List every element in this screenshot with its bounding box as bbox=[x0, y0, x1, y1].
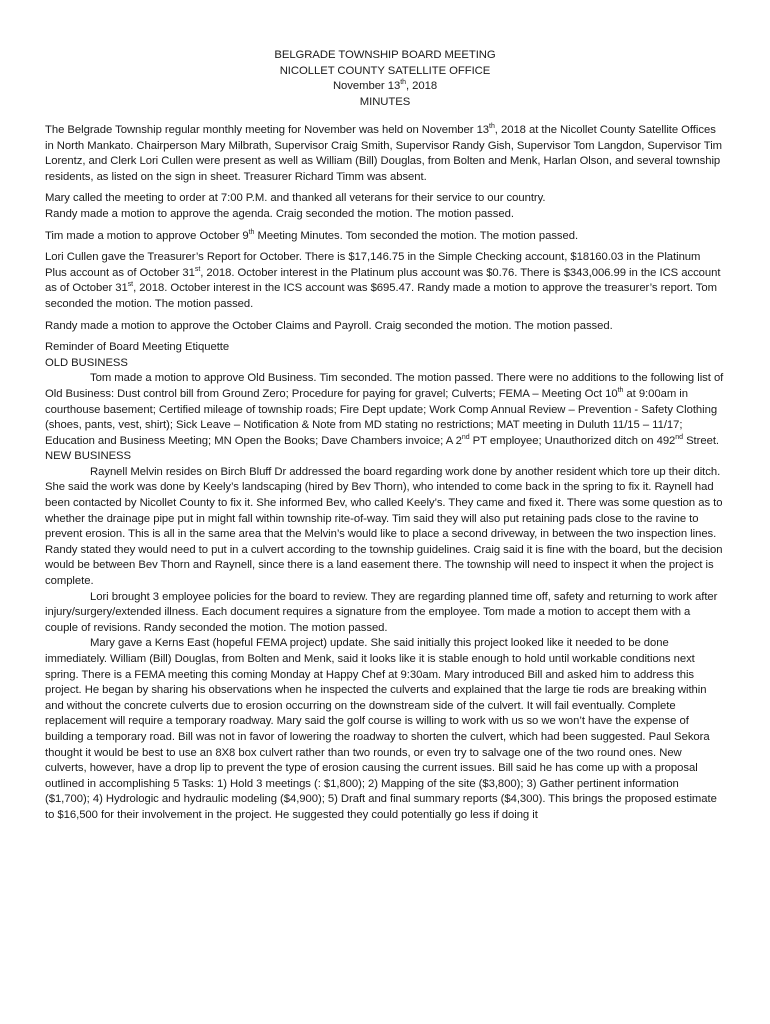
etiquette-reminder: Reminder of Board Meeting Etiquette bbox=[45, 341, 230, 354]
meeting-title: BELGRADE TOWNSHIP BOARD MEETING bbox=[274, 49, 496, 61]
new-business-paragraph-policies: Lori brought 3 employee policies for the board to review. They are regarding planned time off, safety and returning to work after injury/surgery/extended illness. Each document requires a signature from the employee. Tom made a motion to accept them with a couple of revisions. Randy seconded the motion. The motion passed. bbox=[45, 590, 718, 634]
old-business-heading: OLD BUSINESS bbox=[45, 356, 128, 369]
call-to-order-paragraph: Mary called the meeting to order at 7:00 P.M. and thanked all veterans for their service to our country. bbox=[45, 192, 546, 205]
minutes-approval-paragraph: Tim made a motion to approve October 9th Meeting Minutes. Tom seconded the motion. The motion passed. bbox=[45, 228, 579, 242]
meeting-location: NICOLLET COUNTY SATELLITE OFFICE bbox=[279, 64, 491, 77]
document-type: MINUTES bbox=[359, 95, 411, 108]
new-business-paragraph-melvin: Raynell Melvin resides on Birch Bluff Dr addressed the board regarding work done by another resident which tore up their ditch. She said the work was done by Keely’s landscaping (hired by Bev Thorn), who intended to come back in the spring to fix it. Raynell had been contacted by Nicollet County to fix it. She informed Bev, who called Keely’s. They came and fixed it. There was some question as to whether the drainage pipe put in might fall within township rite-of-way. Tim said they will also put retaining pads close to the ravine to prevent erosion. This is all in the same area that the Melvin’s would like to place a second driveway, in between the two inspection lines. Randy stated they would need to put in a culvert according to the township guidelines. Craig said it is fine with the board, but the decision would be between Bev Thorn and Raynell, since there is a land easement there. The township will need to inspect it when the project is complete. bbox=[45, 465, 723, 588]
minutes-document bbox=[45, 48, 725, 824]
treasurer-report-paragraph: Lori Cullen gave the Treasurer’s Report for October. There is $17,146.75 in the Simple Checking account, $18160.03 in the Platinum Plus account as of October 31st, 2018. October interest in the Platinum plus account was $0.76. There is $343,006.99 in the ICS account as of October 31st, 2018. October interest in the ICS account was $695.47. Randy made a motion to approve the treasurer’s report. Tom seconded the motion. The motion passed. bbox=[45, 251, 721, 310]
old-business-paragraph: Tom made a motion to approve Old Business. Tim seconded. The motion passed. There were no additions to the following list of Old Business: Dust control bill from Ground Zero; Procedure for paying for gravel; Culverts; FEMA – Meeting Oct 10th at 9:00am in courthouse basement; Certified mileage of township roads; Fire Dept update; Work Comp Annual Review – Prevention - Safety Clothing (shoes, pants, vest, shirt); Sick Leave – Notification & Note from MD stating no restrictions; MAT meeting in Duluth 11/15 – 11/17; Education and Business Meeting; MN Open the Books; Dave Chambers invoice; A 2nd PT employee; Unauthorized ditch on 492nd Street. bbox=[45, 372, 724, 447]
new-business-heading: NEW BUSINESS bbox=[45, 450, 132, 463]
intro-paragraph: The Belgrade Township regular monthly meeting for November was held on November 13th, 2018 at the Nicollet County Satellite Offices in North Mankato. Chairperson Mary Milbrath, Supervisor Craig Smith, Supervisor Randy Gish, Supervisor Tom Langdon, Supervisor Tim Lorentz, and Clerk Lori Cullen were present as well as William (Bill) Douglas, from Bolten and Menk, Harlan Olson, and several township residents, as listed on the sign in sheet. Treasurer Richard Timm was absent. bbox=[45, 123, 723, 183]
claims-paragraph: Randy made a motion to approve the October Claims and Payroll. Craig seconded the motion. The motion passed. bbox=[45, 319, 613, 332]
meeting-date: November 13th, 2018 bbox=[332, 79, 438, 92]
document-header bbox=[45, 48, 725, 110]
agenda-paragraph: Randy made a motion to approve the agenda. Craig seconded the motion. The motion passed. bbox=[45, 207, 514, 220]
new-business-paragraph-kerns-east: Mary gave a Kerns East (hopeful FEMA project) update. She said initially this project looked like it needed to be done immediately. William (Bill) Douglas, from Bolten and Menk, said it looks like it is stable enough to hold until workable conditions next spring. There is a FEMA meeting this coming Monday at Happy Chef at 9:30am. Mary introduced Bill and asked him to address this project. He began by sharing his observations when he inspected the culverts and explained that the large tie rods are breaking within and without the concrete culverts due to erosion occurring on the downstream side of the culvert. It will fail eventually. Complete replacement will require a temporary roadway. Mary said the golf course is willing to work with us so we won’t have the expense of building a temporary road. Bill was not in favor of lowering the roadway to shorten the culvert, which had been suggested. Paul Sekora thought it would be best to use an 8X8 box culvert rather than two rounds, or even try to salvage one of the two round ones. New culverts, however, have a drop lip to prevent the type of erosion causing the current issues. Bill said he has come up with a proposal outlined in accomplishing 5 Tasks: 1) Hold 3 meetings (: $1,800); 2) Mapping of the site ($3,800); 3) Gather pertinent information ($1,700); 4) Hydrologic and hydraulic modeling ($4,900); 5) Draft and final summary reports ($4,300). This brings the proposed estimate to $16,500 for their involvement in the project. He suggested they could potentially go less if doing it bbox=[45, 637, 717, 821]
